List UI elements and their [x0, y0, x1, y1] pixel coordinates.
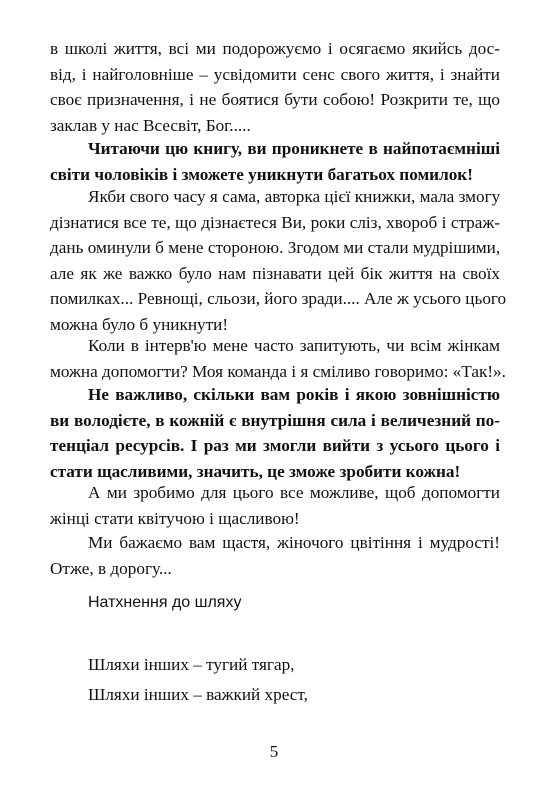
paragraph-5-bold [50, 382, 500, 484]
page-number: 5 [269, 742, 279, 761]
paragraph-line: заклав у нас Всесвіт, Бог..... [50, 115, 251, 135]
paragraph-line: від, і найголовніше – усвідомити сенс свого життя, і знайти [50, 64, 500, 84]
paragraph-line: в школі життя, всі ми подорожуємо і осягаємо якийсь дос- [50, 39, 500, 58]
paragraph-4 [50, 333, 506, 384]
paragraph-line: дізнатися все те, що дізнаєтеся Ви, роки сліз, хвороб і страж- [50, 212, 500, 232]
paragraph-line: стати щасливими, значить, це зможе зробити кожна! [50, 461, 461, 481]
paragraph-line: можна було б уникнути! [50, 314, 229, 334]
paragraph-3 [50, 184, 507, 338]
paragraph-line: тенціал ресурсів. І раз ми змогли вийти з усього цього і [50, 436, 500, 456]
paragraph-line: світи чоловіків і зможете уникнути багатьох помилок! [50, 164, 473, 184]
paragraph-line: ви володієте, в кожній є внутрішня сила і величезний по- [50, 410, 500, 430]
paragraph-line: дань оминули б мене стороною. Згодом ми стали мудрішими, [50, 238, 501, 258]
verse-line: Шляхи інших – важкий хрест, [88, 685, 308, 704]
paragraph-line: Ми бажаємо вам щастя, жіночого цвітіння і мудрості! [88, 533, 500, 552]
paragraph-line: але як же важко було нам пізнавати цей бік життя на своїх [50, 263, 500, 283]
paragraph-2-bold [50, 136, 500, 187]
paragraph-7 [50, 530, 500, 581]
paragraph-line: Читаючи цю книгу, ви проникнете в найпотаємніші [88, 139, 500, 158]
verse-line: Шляхи інших – тугий тягар, [88, 655, 295, 674]
paragraph-1 [50, 36, 500, 138]
paragraph-line: Якби свого часу я сама, авторка цієї книжки, мала змогу [88, 187, 501, 206]
paragraph-line: помилках... Ревнощі, сльози, його зради.... Але ж усього цього [50, 289, 507, 309]
paragraph-line: своє призначення, і не боятися бути собою! Розкрити те, що [50, 90, 500, 110]
paragraph-line: можна допомогти? Моя команда і я сміливо говоримо: «Так!». [50, 361, 506, 381]
paragraph-line: Не важливо, скільки вам років і якою зовнішністю [88, 385, 500, 404]
paragraph-line: Отже, в дорогу... [50, 558, 172, 578]
paragraph-line: жінці стати квітучою і щасливою! [50, 508, 300, 528]
paragraph-6 [50, 480, 500, 531]
paragraph-line: А ми зробимо для цього все можливе, щоб допомогти [88, 483, 500, 502]
section-heading: Натхнення до шляху [88, 594, 242, 611]
paragraph-line: Коли в інтерв'ю мене часто запитують, чи всім жінкам [88, 336, 500, 355]
